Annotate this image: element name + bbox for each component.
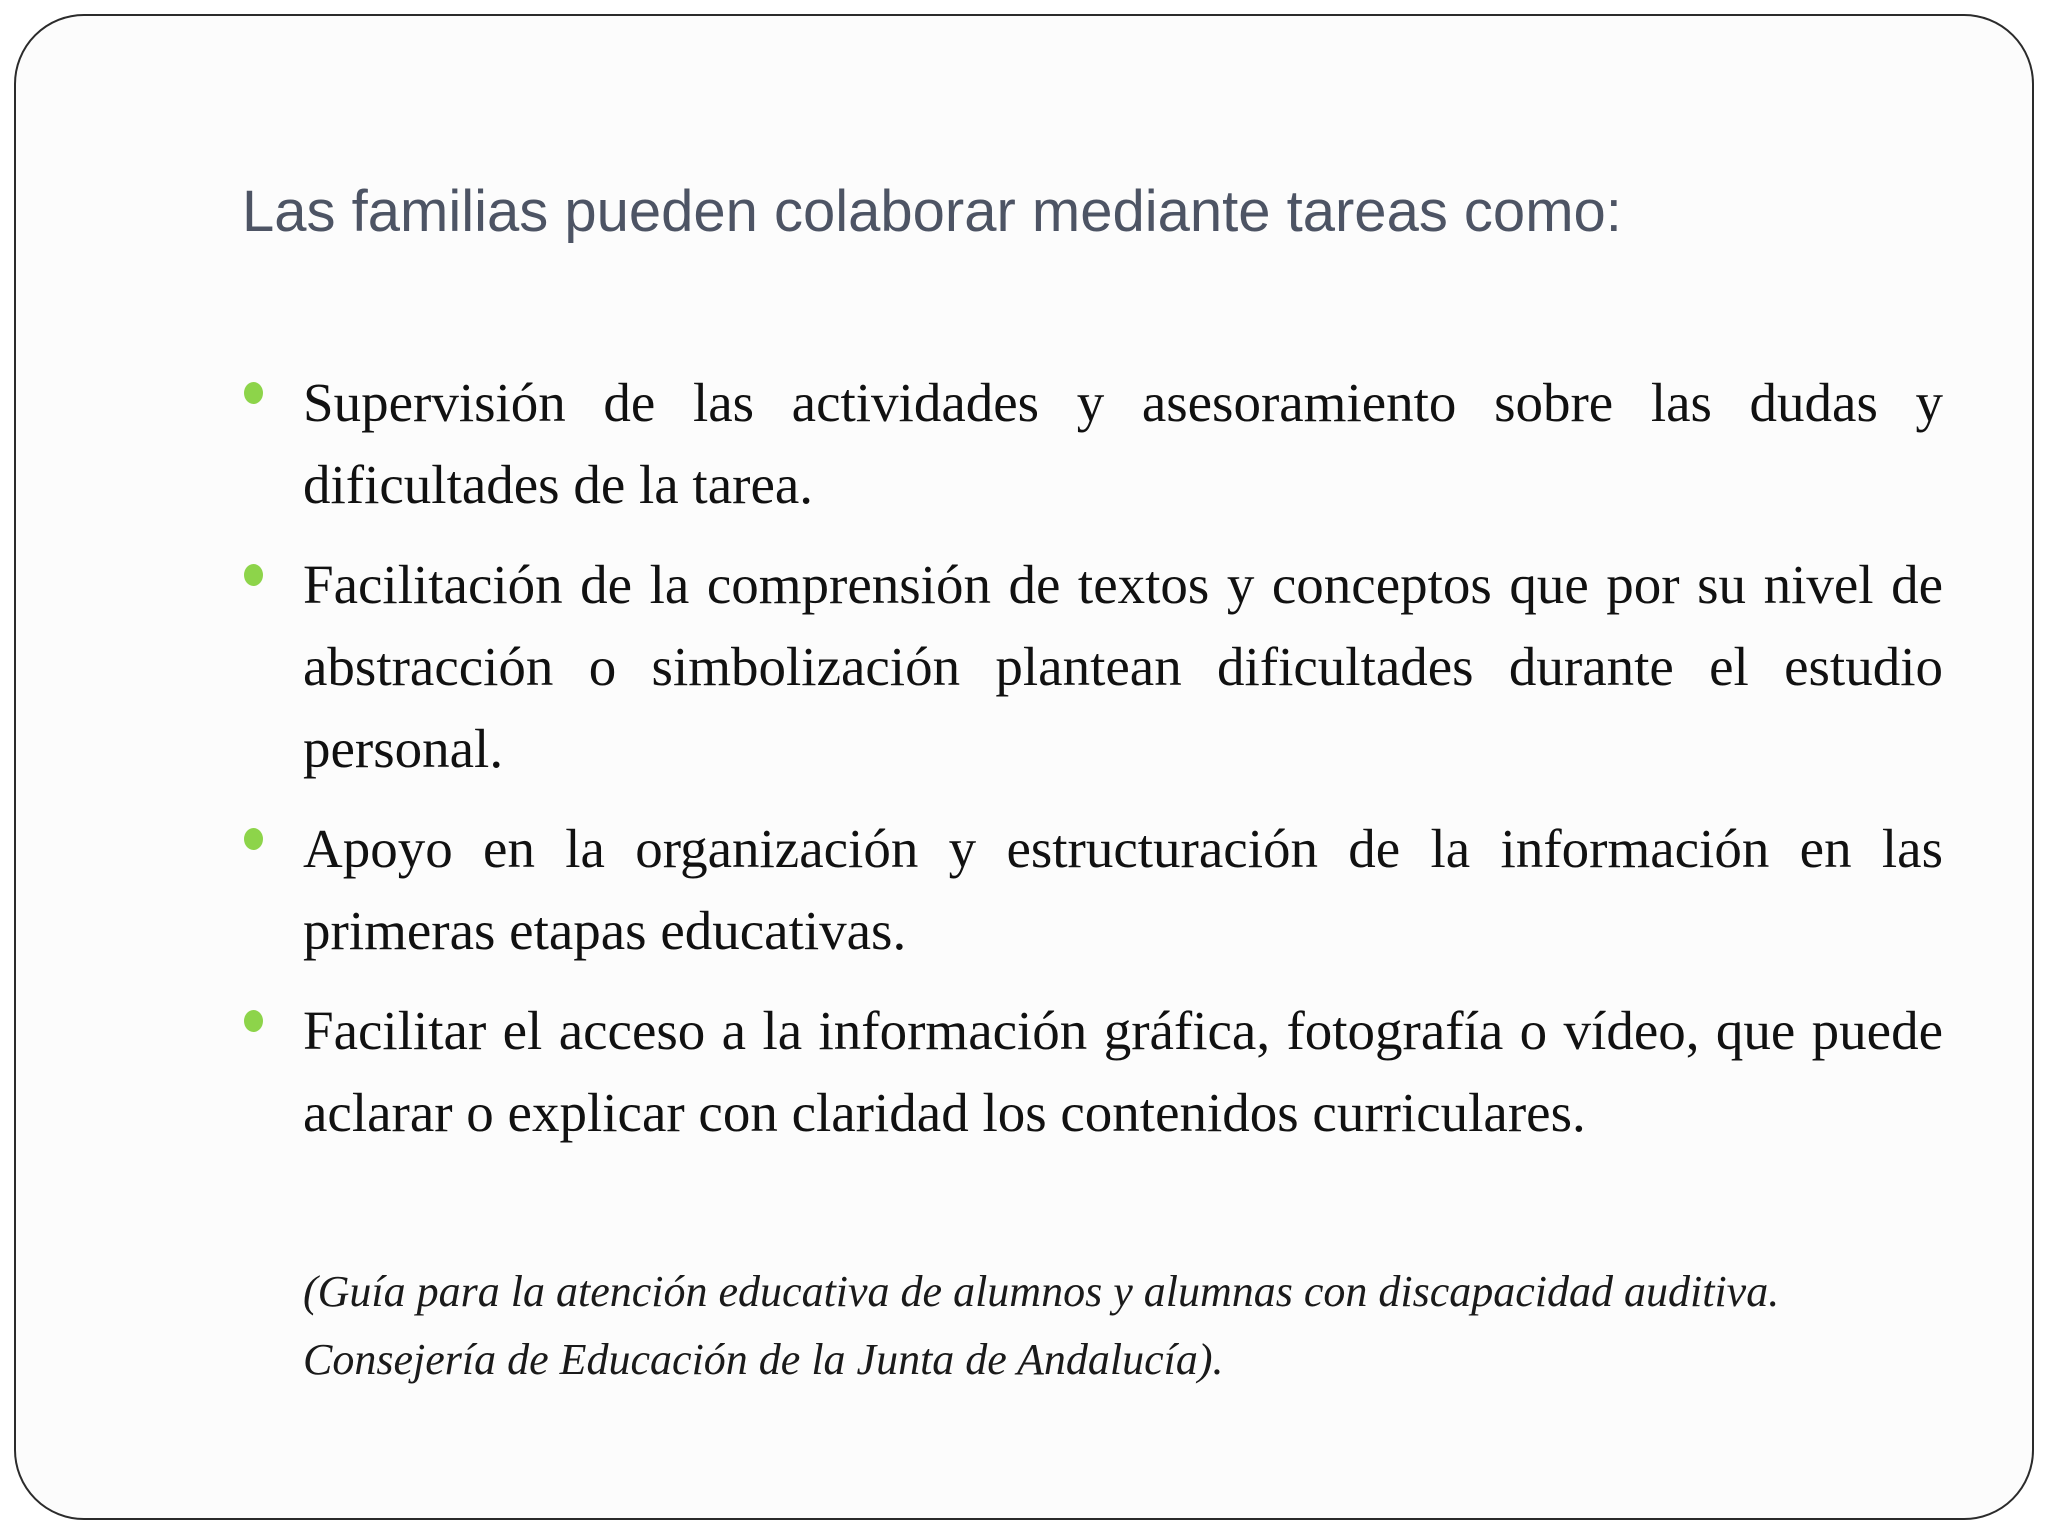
- bullet-dot-icon: [244, 828, 263, 850]
- bullet-item-facilitacion: [303, 544, 1943, 790]
- bullet-list: [303, 362, 1943, 1172]
- citation-line-2: Consejería de Educación de la Junta de Andalucía).: [303, 1335, 1224, 1384]
- slide-frame: [14, 14, 2034, 1520]
- bullet-item-apoyo: [303, 808, 1943, 972]
- source-citation: [303, 1258, 1943, 1394]
- slide-title: Las familias pueden colaborar mediante tareas como:: [242, 179, 1622, 244]
- bullet-text: Facilitación de la comprensión de textos y conceptos que por su nivel de abstracción o simbolización plantean dificultades durante el estudio personal.: [303, 554, 1943, 779]
- bullet-text: Supervisión de las actividades y asesoramiento sobre las dudas y dificultades de la tarea.: [303, 372, 1943, 515]
- citation-line-1: (Guía para la atención educativa de alumnos y alumnas con discapacidad auditiva.: [303, 1267, 1780, 1316]
- bullet-item-acceso: [303, 990, 1943, 1154]
- bullet-dot-icon: [244, 564, 263, 586]
- bullet-text: Apoyo en la organización y estructuración de la información en las primeras etapas educativas.: [303, 818, 1943, 961]
- bullet-dot-icon: [244, 382, 263, 404]
- bullet-item-supervision: [303, 362, 1943, 526]
- bullet-text: Facilitar el acceso a la información gráfica, fotografía o vídeo, que puede aclarar o explicar con claridad los contenidos curriculares.: [303, 1000, 1943, 1143]
- bullet-dot-icon: [244, 1010, 263, 1032]
